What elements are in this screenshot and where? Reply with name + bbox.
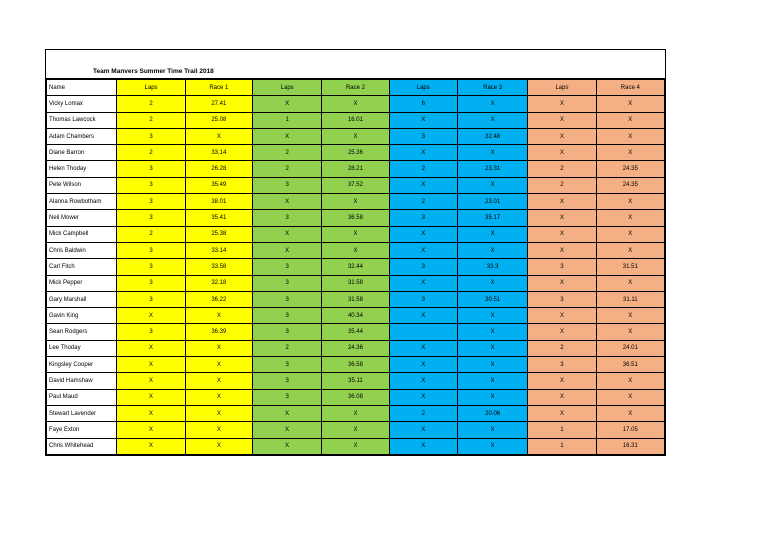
- table-row: [47, 210, 665, 226]
- result-cell: X: [252, 128, 321, 144]
- result-cell: 31.58: [322, 291, 389, 307]
- spreadsheet: [45, 49, 666, 456]
- result-cell: 35.49: [185, 177, 252, 193]
- result-cell: 35.44: [322, 324, 389, 340]
- result-cell: X: [322, 242, 389, 258]
- result-cell: X: [528, 324, 596, 340]
- result-cell: X: [117, 308, 185, 324]
- table-body: [47, 96, 665, 455]
- result-cell: X: [389, 373, 457, 389]
- result-cell: 3: [252, 308, 321, 324]
- result-cell: 26.28: [185, 161, 252, 177]
- result-cell: 16.01: [322, 112, 389, 128]
- runner-name-cell: Lee Thoday: [47, 340, 117, 356]
- result-cell: 3: [117, 177, 185, 193]
- result-cell: 27.41: [185, 96, 252, 112]
- result-cell: 3: [528, 259, 596, 275]
- result-cell: X: [185, 405, 252, 421]
- result-cell: X: [596, 373, 664, 389]
- title-row: [46, 50, 665, 79]
- result-cell: 2: [389, 194, 457, 210]
- runner-name-cell: Chris Whitehead: [47, 438, 117, 454]
- table-row: [47, 389, 665, 405]
- result-cell: X: [389, 275, 457, 291]
- result-cell: 2: [528, 177, 596, 193]
- result-cell: X: [457, 145, 527, 161]
- result-cell: X: [185, 422, 252, 438]
- result-cell: X: [596, 128, 664, 144]
- result-cell: X: [528, 112, 596, 128]
- table-row: [47, 177, 665, 193]
- result-cell: 3: [252, 357, 321, 373]
- result-cell: X: [185, 308, 252, 324]
- result-cell: X: [596, 324, 664, 340]
- result-cell: 38.01: [185, 194, 252, 210]
- result-cell: 36.08: [322, 389, 389, 405]
- table-row: [47, 161, 665, 177]
- runner-name-cell: Alanna Rowbotham: [47, 194, 117, 210]
- result-cell: 40.34: [322, 308, 389, 324]
- result-cell: X: [457, 275, 527, 291]
- result-cell: 2: [117, 96, 185, 112]
- result-cell: 36.58: [322, 210, 389, 226]
- result-cell: 2: [252, 340, 321, 356]
- result-cell: 33.3: [457, 259, 527, 275]
- result-cell: 36.51: [596, 357, 664, 373]
- result-cell: 24.36: [322, 340, 389, 356]
- results-table: [46, 79, 665, 455]
- result-cell: 3: [528, 357, 596, 373]
- runner-name-cell: Diane Barron: [47, 145, 117, 161]
- sheet-title: Team Manvers Summer Time Trail 2018: [93, 68, 214, 75]
- result-cell: X: [389, 226, 457, 242]
- table-row: [47, 324, 665, 340]
- result-cell: 2: [528, 161, 596, 177]
- table-row: [47, 112, 665, 128]
- result-cell: 3: [389, 259, 457, 275]
- result-cell: X: [457, 324, 527, 340]
- result-cell: X: [596, 275, 664, 291]
- result-cell: X: [322, 128, 389, 144]
- result-cell: 32.48: [457, 128, 527, 144]
- runner-name-cell: David Hamshaw: [47, 373, 117, 389]
- result-cell: X: [389, 389, 457, 405]
- result-cell: 28.21: [322, 161, 389, 177]
- table-row: [47, 96, 665, 112]
- result-cell: 30.51: [457, 291, 527, 307]
- result-cell: 25.38: [185, 226, 252, 242]
- header-row: [47, 80, 665, 96]
- table-row: [47, 438, 665, 454]
- result-cell: X: [596, 389, 664, 405]
- table-row: [47, 194, 665, 210]
- table-row: [47, 128, 665, 144]
- result-cell: 1: [252, 112, 321, 128]
- result-cell: X: [528, 308, 596, 324]
- result-cell: X: [252, 226, 321, 242]
- result-cell: 3: [528, 291, 596, 307]
- result-cell: X: [117, 340, 185, 356]
- result-cell: X: [252, 194, 321, 210]
- result-cell: X: [528, 226, 596, 242]
- result-cell: X: [389, 145, 457, 161]
- result-cell: X: [322, 194, 389, 210]
- result-cell: X: [528, 128, 596, 144]
- result-cell: 2: [528, 340, 596, 356]
- result-cell: X: [596, 226, 664, 242]
- result-cell: 33.14: [185, 145, 252, 161]
- result-cell: 2: [389, 161, 457, 177]
- result-cell: X: [117, 357, 185, 373]
- table-row: [47, 405, 665, 421]
- header-cell: Laps: [389, 80, 457, 96]
- result-cell: X: [528, 194, 596, 210]
- result-cell: X: [389, 308, 457, 324]
- result-cell: 32.44: [322, 259, 389, 275]
- result-cell: 31.51: [596, 259, 664, 275]
- result-cell: X: [322, 438, 389, 454]
- result-cell: 2: [117, 145, 185, 161]
- result-cell: X: [117, 405, 185, 421]
- result-cell: 2: [117, 112, 185, 128]
- result-cell: 24.35: [596, 161, 664, 177]
- header-name: Name: [47, 80, 117, 96]
- runner-name-cell: Sean Rodgers: [47, 324, 117, 340]
- result-cell: X: [457, 112, 527, 128]
- result-cell: [389, 324, 457, 340]
- result-cell: 3: [252, 177, 321, 193]
- runner-name-cell: Kingsley Cooper: [47, 357, 117, 373]
- result-cell: X: [185, 128, 252, 144]
- result-cell: X: [117, 373, 185, 389]
- runner-name-cell: Faye Exton: [47, 422, 117, 438]
- result-cell: 36.58: [322, 357, 389, 373]
- table-row: [47, 275, 665, 291]
- result-cell: 3: [252, 324, 321, 340]
- header-cell: Race 2: [322, 80, 389, 96]
- result-cell: X: [457, 438, 527, 454]
- result-cell: X: [185, 373, 252, 389]
- result-cell: 1: [528, 422, 596, 438]
- result-cell: 3: [252, 275, 321, 291]
- result-cell: X: [457, 242, 527, 258]
- result-cell: X: [457, 226, 527, 242]
- result-cell: X: [322, 405, 389, 421]
- table-row: [47, 226, 665, 242]
- result-cell: 3: [389, 210, 457, 226]
- runner-name-cell: Adam Chambers: [47, 128, 117, 144]
- result-cell: 3: [117, 194, 185, 210]
- result-cell: 3: [117, 210, 185, 226]
- result-cell: 17.05: [596, 422, 664, 438]
- result-cell: X: [596, 112, 664, 128]
- runner-name-cell: Helen Thoday: [47, 161, 117, 177]
- result-cell: X: [457, 340, 527, 356]
- result-cell: X: [389, 422, 457, 438]
- result-cell: X: [252, 422, 321, 438]
- runner-name-cell: Mick Campbell: [47, 226, 117, 242]
- result-cell: 20.06: [457, 405, 527, 421]
- result-cell: X: [596, 96, 664, 112]
- result-cell: X: [185, 438, 252, 454]
- result-cell: X: [457, 373, 527, 389]
- result-cell: 25.08: [185, 112, 252, 128]
- result-cell: 23.01: [457, 194, 527, 210]
- runner-name-cell: Mick Pepper: [47, 275, 117, 291]
- runner-name-cell: Gary Marshall: [47, 291, 117, 307]
- runner-name-cell: Paul Maud: [47, 389, 117, 405]
- result-cell: X: [252, 242, 321, 258]
- result-cell: X: [528, 242, 596, 258]
- result-cell: X: [185, 389, 252, 405]
- result-cell: X: [117, 438, 185, 454]
- result-cell: 2: [117, 226, 185, 242]
- runner-name-cell: Pete Wilson: [47, 177, 117, 193]
- result-cell: X: [528, 275, 596, 291]
- result-cell: X: [252, 96, 321, 112]
- result-cell: 3: [252, 373, 321, 389]
- result-cell: X: [457, 389, 527, 405]
- result-cell: 3: [117, 259, 185, 275]
- result-cell: 24.01: [596, 340, 664, 356]
- result-cell: X: [389, 177, 457, 193]
- result-cell: X: [528, 145, 596, 161]
- result-cell: X: [457, 96, 527, 112]
- result-cell: 2: [389, 405, 457, 421]
- result-cell: 3: [389, 291, 457, 307]
- runner-name-cell: Stewart Lavender: [47, 405, 117, 421]
- result-cell: 3: [389, 128, 457, 144]
- result-cell: X: [528, 373, 596, 389]
- result-cell: 3: [117, 161, 185, 177]
- result-cell: 25.36: [322, 145, 389, 161]
- result-cell: 2: [252, 161, 321, 177]
- result-cell: X: [596, 405, 664, 421]
- result-cell: X: [185, 357, 252, 373]
- result-cell: X: [322, 96, 389, 112]
- result-cell: X: [252, 405, 321, 421]
- table-row: [47, 373, 665, 389]
- result-cell: X: [528, 389, 596, 405]
- result-cell: X: [117, 389, 185, 405]
- result-cell: 31.58: [322, 275, 389, 291]
- result-cell: 3: [117, 324, 185, 340]
- result-cell: 35.17: [457, 210, 527, 226]
- result-cell: 35.11: [322, 373, 389, 389]
- result-cell: X: [457, 357, 527, 373]
- result-cell: X: [596, 210, 664, 226]
- result-cell: X: [322, 226, 389, 242]
- result-cell: X: [389, 340, 457, 356]
- result-cell: 33.14: [185, 242, 252, 258]
- result-cell: X: [389, 242, 457, 258]
- result-cell: 3: [117, 275, 185, 291]
- table-row: [47, 422, 665, 438]
- header-cell: Laps: [528, 80, 596, 96]
- result-cell: X: [185, 340, 252, 356]
- result-cell: X: [457, 177, 527, 193]
- result-cell: 31.11: [596, 291, 664, 307]
- result-cell: X: [252, 438, 321, 454]
- result-cell: 3: [117, 291, 185, 307]
- result-cell: 24.35: [596, 177, 664, 193]
- result-cell: X: [528, 405, 596, 421]
- result-cell: X: [457, 308, 527, 324]
- result-cell: 3: [117, 128, 185, 144]
- runner-name-cell: Neil Mower: [47, 210, 117, 226]
- result-cell: 6: [389, 96, 457, 112]
- table-row: [47, 308, 665, 324]
- header-cell: Race 1: [185, 80, 252, 96]
- table-row: [47, 145, 665, 161]
- runner-name-cell: Carl Fitch: [47, 259, 117, 275]
- result-cell: 23.31: [457, 161, 527, 177]
- result-cell: 36.39: [185, 324, 252, 340]
- result-cell: 32.18: [185, 275, 252, 291]
- result-cell: X: [596, 145, 664, 161]
- result-cell: X: [528, 210, 596, 226]
- header-cell: Race 3: [457, 80, 527, 96]
- result-cell: X: [457, 422, 527, 438]
- result-cell: X: [389, 357, 457, 373]
- runner-name-cell: Gavin King: [47, 308, 117, 324]
- table-row: [47, 357, 665, 373]
- header-cell: Laps: [252, 80, 321, 96]
- result-cell: 3: [252, 389, 321, 405]
- result-cell: X: [389, 438, 457, 454]
- runner-name-cell: Chris Baldwin: [47, 242, 117, 258]
- result-cell: X: [117, 422, 185, 438]
- result-cell: 3: [252, 259, 321, 275]
- runner-name-cell: Vicky Lomax: [47, 96, 117, 112]
- result-cell: 3: [252, 291, 321, 307]
- table-row: [47, 242, 665, 258]
- header-cell: Laps: [117, 80, 185, 96]
- result-cell: 2: [252, 145, 321, 161]
- table-row: [47, 259, 665, 275]
- result-cell: 3: [117, 242, 185, 258]
- result-cell: X: [389, 112, 457, 128]
- result-cell: 33.58: [185, 259, 252, 275]
- table-row: [47, 291, 665, 307]
- runner-name-cell: Thomas Lawcock: [47, 112, 117, 128]
- result-cell: 3: [252, 210, 321, 226]
- result-cell: 36.22: [185, 291, 252, 307]
- header-cell: Race 4: [596, 80, 664, 96]
- result-cell: X: [322, 422, 389, 438]
- result-cell: X: [596, 242, 664, 258]
- result-cell: 37.52: [322, 177, 389, 193]
- result-cell: 1: [528, 438, 596, 454]
- result-cell: X: [528, 96, 596, 112]
- result-cell: 35.41: [185, 210, 252, 226]
- table-row: [47, 340, 665, 356]
- result-cell: X: [596, 308, 664, 324]
- result-cell: 16.31: [596, 438, 664, 454]
- result-cell: X: [596, 194, 664, 210]
